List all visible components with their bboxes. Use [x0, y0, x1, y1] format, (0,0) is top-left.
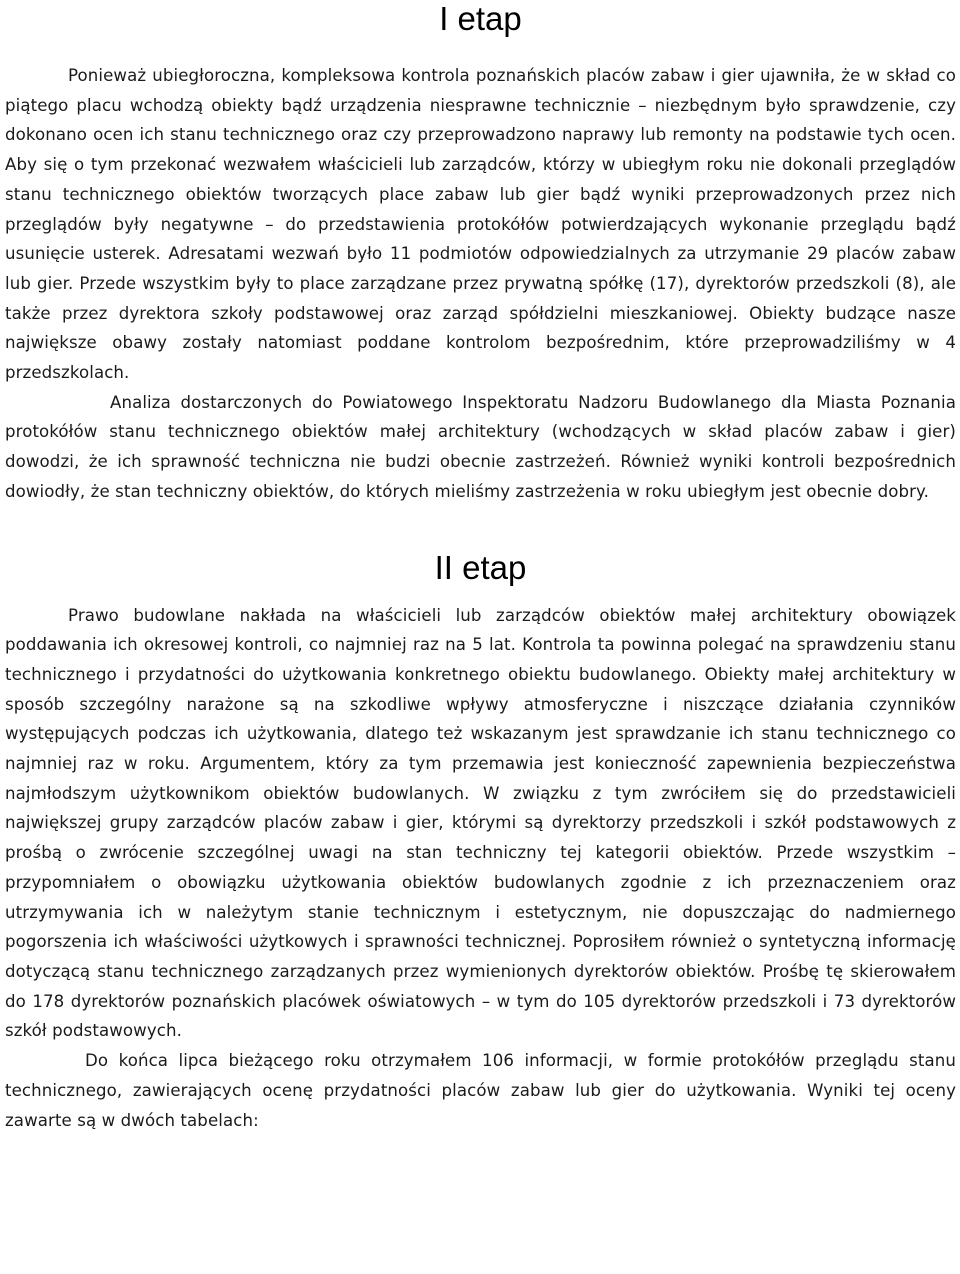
section-1-title: I etap: [439, 0, 522, 37]
section-1-paragraph-1: Ponieważ ubiegłoroczna, kompleksowa kontrola poznańskich placów zabaw i gier ujawniła, że w skład co piątego placu wchodzą obiekty bądź urządzenia niesprawne technicznie – niezbędnym było sprawdzenie, czy dokonano ocen ich stanu technicznego oraz czy przeprowadzono naprawy lub remonty na podstawie tych ocen. Aby się o tym przekonać wezwałem właścicieli lub zarządców, którzy w ubiegłym roku nie dokonali przeglądów stanu technicznego obiektów tworzących place zabaw lub gier bądź wyniki przeprowadzonych przez nich przeglądów były negatywne – do przedstawienia protokółów potwierdzających wykonanie przeglądu bądź usunięcie usterek. Adresatami wezwań było 11 podmiotów odpowiedzialnych za utrzymanie 29 placów zabaw lub gier. Przede wszystkim były to place zarządzane przez prywatną spółkę (17), dyrektorów przedszkoli (8), ale także przez dyrektora szkoły podstawowej oraz zarząd spółdzielni mieszkaniowej. Obiekty budzące nasze największe obawy zostały natomiast poddane kontrolom bezpośrednim, które przeprowadziliśmy w 4 przedszkolach.: [5, 66, 956, 383]
section-2-paragraph-1: Prawo budowlane nakłada na właścicieli lub zarządców obiektów małej architektury obowiązek poddawania ich okresowej kontroli, co najmniej raz na 5 lat. Kontrola ta powinna polegać na sprawdzeniu stanu technicznego i przydatności do użytkowania konkretnego obiektu budowlanego. Obiekty małej architektury w sposób szczególny narażone są na szkodliwe wpływy atmosferyczne i niszczące działania czynników występujących podczas ich użytkowania, dlatego też wskazanym jest sprawdzanie ich stanu technicznego co najmniej raz w roku. Argumentem, który za tym przemawia jest konieczność zapewnienia bezpieczeństwa najmłodszym użytkownikom obiektów budowlanych. W związku z tym zwróciłem się do przedstawicieli największej grupy zarządców placów zabaw i gier, którymi są dyrektorzy przedszkoli i szkół podstawowych z prośbą o zwrócenie szczególnej uwagi na stan techniczny tej kategorii obiektów. Przede wszystkim – przypomniałem o obowiązku użytkowania obiektów budowlanych zgodnie z ich przeznaczeniem oraz utrzymywania ich w należytym stanie technicznym i estetycznym, nie dopuszczając do nadmiernego pogorszenia ich właściwości użytkowych i sprawności technicznej. Poprosiłem również o syntetyczną informację dotyczącą stanu technicznego zarządzanych przez wymienionych dyrektorów obiektów. Prośbę tę skierowałem do 178 dyrektorów poznańskich placówek oświatowych – w tym do 105 dyrektorów przedszkoli i 73 dyrektorów szkół podstawowych.: [5, 605, 956, 1041]
section-2-title: II etap: [434, 548, 527, 586]
section-2-paragraph-2: Do końca lipca bieżącego roku otrzymałem 106 informacji, w formie protokółów przeglądu stanu technicznego, zawierających ocenę przydatności placów zabaw lub gier do użytkowania. Wyniki tej oceny zawarte są w dwóch tabelach:: [5, 1051, 956, 1130]
section-1-paragraph-2: Analiza dostarczonych do Powiatowego Inspektoratu Nadzoru Budowlanego dla Miasta Poznania protokółów stanu technicznego obiektów małej architektury (wchodzących w skład placów zabaw i gier) dowodzi, że ich sprawność techniczna nie budzi obecnie zastrzeżeń. Również wyniki kontroli bezpośrednich dowiodły, że stan techniczny obiektów, do których mieliśmy zastrzeżenia w roku ubiegłym jest obecnie dobry.: [5, 392, 956, 501]
